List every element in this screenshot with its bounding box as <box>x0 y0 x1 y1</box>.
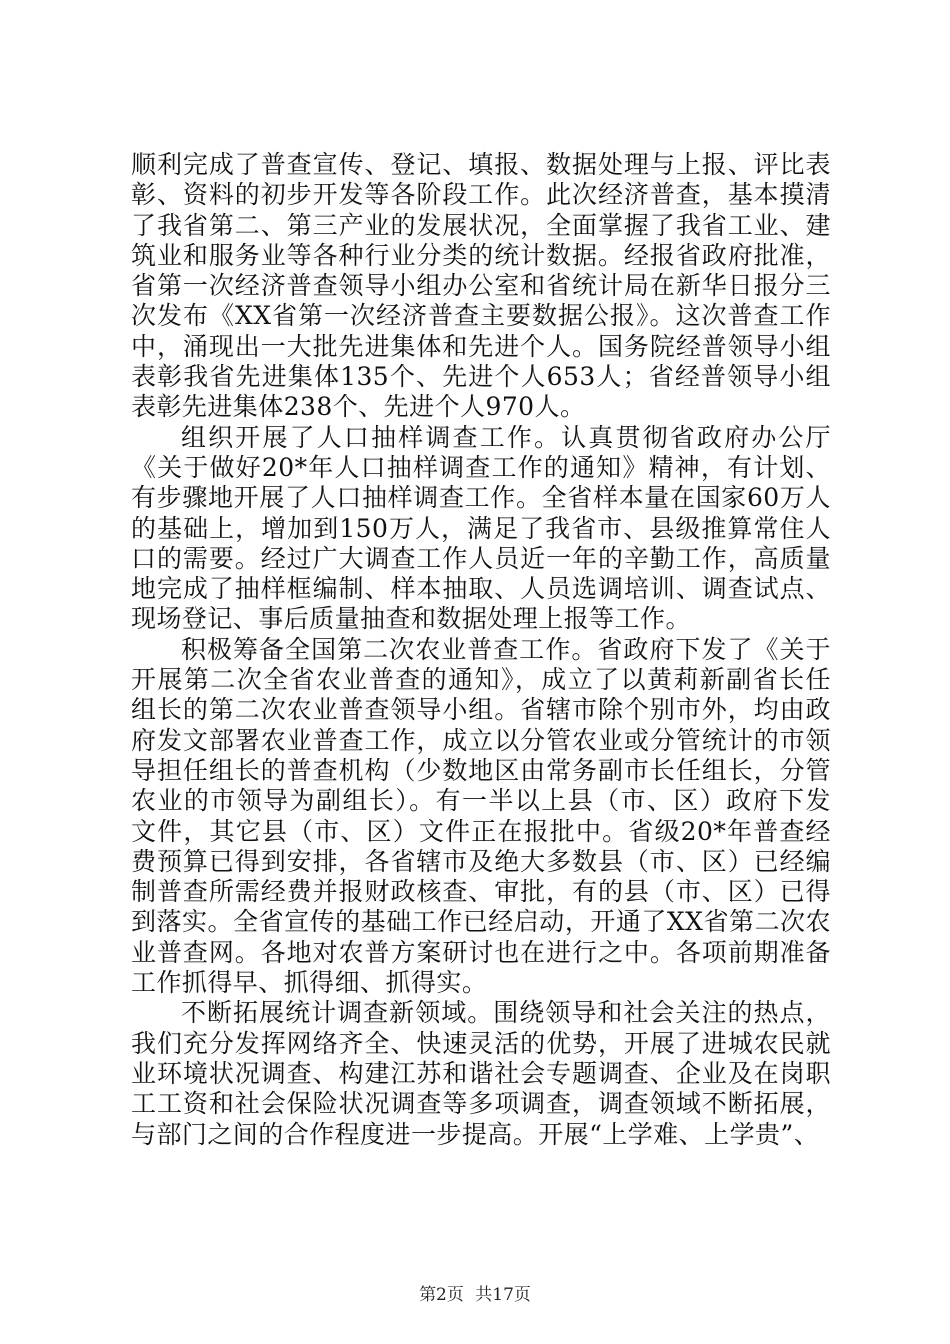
page-footer <box>0 1284 950 1306</box>
paragraph-agricultural-census: 积极筹备全国第二次农业普查工作。省政府下发了《关于开展第二次全省农业普查的通知》，成立了以黄莉新副省长任组长的第二次农业普查领导小组。省辖市除个别市外，均由政府发文部署农业普查工作，成立以分管农业或分管统计的市领导担任组长的普查机构（少数地区由常务副市长任组长，分管农业的市领导为副组长）。有一半以上县（市、区）政府下发文件，其它县（市、区）文件正在报批中。省级20*年普查经费预算已得到安排，各省辖市及绝大多数县（市、区）已经编制普查所需经费并报财政核查、审批，有的县（市、区）已得到落实。全省宣传的基础工作已经启动，开通了XX省第二次农业普查网。各地对农普方案研讨也在进行之中。各项前期准备工作抓得早、抓得细、抓得实。 <box>131 634 831 998</box>
page-number: 第2页 <box>419 1285 464 1305</box>
paragraph-economic-census-continued: 顺利完成了普查宣传、登记、填报、数据处理与上报、评比表彰、资料的初步开发等各阶段工作。此次经济普查，基本摸清了我省第二、第三产业的发展状况，全面掌握了我省工业、建筑业和服务业等各种行业分类的统计数据。经报省政府批准，省第一次经济普查领导小组办公室和省统计局在新华日报分三次发布《XX省第一次经济普查主要数据公报》。这次普查工作中，涌现出一大批先进集体和先进个人。国务院经普领导小组表彰我省先进集体135个、先进个人653人；省经普领导小组表彰先进集体238个、先进个人970人。 <box>131 150 831 422</box>
page-total: 共17页 <box>475 1285 531 1305</box>
document-body <box>131 150 831 1150</box>
paragraph-population-sample-survey: 组织开展了人口抽样调查工作。认真贯彻省政府办公厅《关于做好20*年人口抽样调查工作的通知》精神，有计划、有步骤地开展了人口抽样调查工作。全省样本量在国家60万人的基础上，增加到150万人，满足了我省市、县级推算常住人口的需要。经过广大调查工作人员近一年的辛勤工作，高质量地完成了抽样框编制、样本抽取、人员选调培训、调查试点、现场登记、事后质量抽查和数据处理上报等工作。 <box>131 422 831 634</box>
paragraph-new-survey-fields: 不断拓展统计调查新领域。围绕领导和社会关注的热点，我们充分发挥网络齐全、快速灵活的优势，开展了进城农民就业环境状况调查、构建江苏和谐社会专题调查、企业及在岗职工工资和社会保险状况调查等多项调查，调查领域不断拓展，与部门之间的合作程度进一步提高。开展“上学难、上学贵”、 <box>131 998 831 1149</box>
